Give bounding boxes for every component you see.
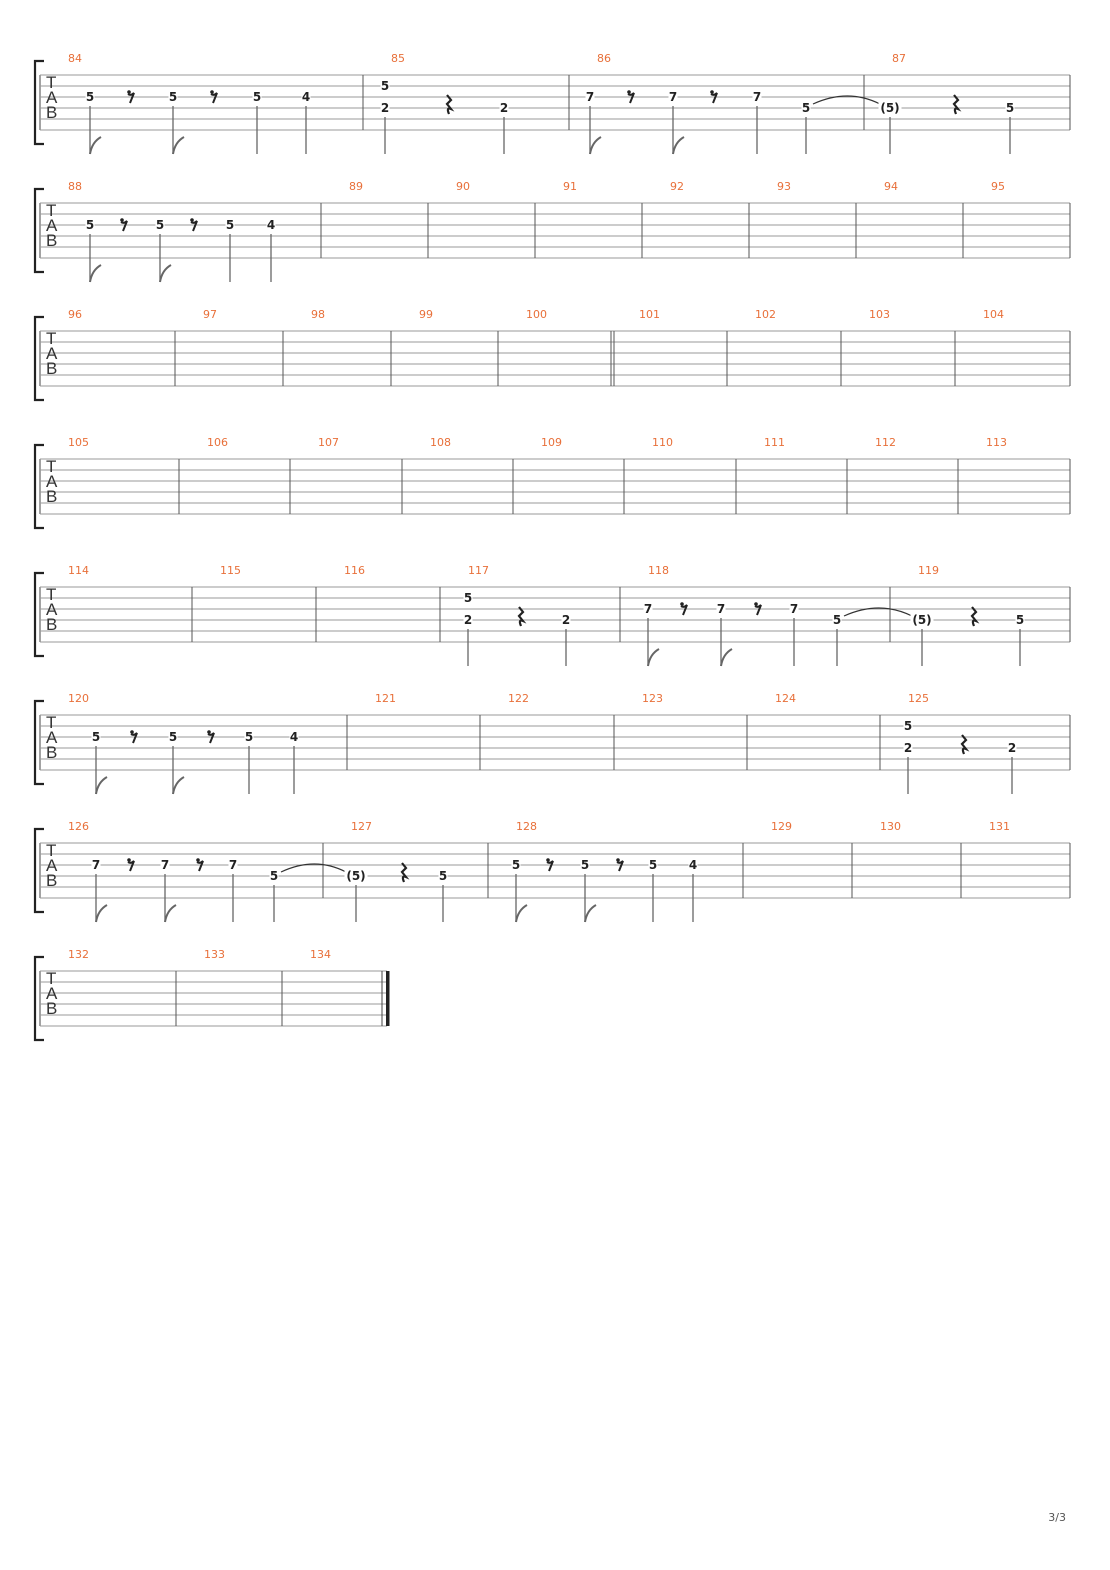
note-flag — [165, 905, 176, 922]
fret-number: 5 — [225, 218, 235, 232]
measure-number: 104 — [983, 308, 1004, 321]
fret-number: 7 — [716, 602, 726, 616]
measure-number: 126 — [68, 820, 89, 833]
measure-number: 134 — [310, 948, 331, 961]
measure-number: 91 — [563, 180, 577, 193]
measure-number: 106 — [207, 436, 228, 449]
eighth-rest — [755, 605, 761, 615]
note-flag — [721, 649, 732, 666]
measure-number: 113 — [986, 436, 1007, 449]
fret-number: (5) — [912, 613, 932, 627]
measure-number: 96 — [68, 308, 82, 321]
eighth-rest-dot — [120, 218, 124, 222]
fret-number: 7 — [643, 602, 653, 616]
fret-number: 2 — [463, 613, 473, 627]
measure-number: 101 — [639, 308, 660, 321]
fret-number: (5) — [880, 101, 900, 115]
measure-number: 116 — [344, 564, 365, 577]
eighth-rest — [131, 733, 137, 743]
measure-number: 88 — [68, 180, 82, 193]
fret-number: 5 — [252, 90, 262, 104]
quarter-rest — [519, 607, 523, 626]
measure-number: 129 — [771, 820, 792, 833]
fret-number: 2 — [380, 101, 390, 115]
eighth-rest — [628, 93, 634, 103]
measure-number: 122 — [508, 692, 529, 705]
note-flag — [585, 905, 596, 922]
eighth-rest-dot — [207, 730, 211, 734]
measure-number: 97 — [203, 308, 217, 321]
eighth-rest-dot — [196, 858, 200, 862]
fret-number: 5 — [1005, 101, 1015, 115]
note-flag — [516, 905, 527, 922]
eighth-rest-dot — [627, 90, 631, 94]
eighth-rest — [547, 861, 553, 871]
fret-number: 5 — [832, 613, 842, 627]
eighth-rest — [211, 93, 217, 103]
tab-clef-letter: A — [46, 600, 58, 619]
fret-number: 5 — [903, 719, 913, 733]
fret-number: 4 — [688, 858, 698, 872]
tab-clef-letter: B — [46, 999, 58, 1018]
measure-number: 111 — [764, 436, 785, 449]
fret-number: 5 — [85, 90, 95, 104]
eighth-rest-dot — [754, 602, 758, 606]
tab-clef-letter: T — [46, 713, 57, 732]
measure-number: 86 — [597, 52, 611, 65]
fret-number: 5 — [511, 858, 521, 872]
fret-number: 7 — [91, 858, 101, 872]
measure-number: 84 — [68, 52, 82, 65]
measure-number: 87 — [892, 52, 906, 65]
measure-number: 125 — [908, 692, 929, 705]
measure-number: 107 — [318, 436, 339, 449]
fret-number: 5 — [168, 90, 178, 104]
measure-number: 133 — [204, 948, 225, 961]
measure-number: 103 — [869, 308, 890, 321]
fret-number: 5 — [648, 858, 658, 872]
fret-number: 5 — [244, 730, 254, 744]
tab-clef-letter: T — [46, 585, 57, 604]
measure-number: 93 — [777, 180, 791, 193]
fret-number: 5 — [168, 730, 178, 744]
fret-number: 5 — [85, 218, 95, 232]
eighth-rest-dot — [127, 90, 131, 94]
eighth-rest-dot — [127, 858, 131, 862]
fret-number: 7 — [752, 90, 762, 104]
tab-clef-letter: A — [46, 472, 58, 491]
note-flag — [673, 137, 684, 154]
fret-number: 2 — [561, 613, 571, 627]
fret-number: 2 — [1007, 741, 1017, 755]
fret-number: 2 — [499, 101, 509, 115]
fret-number: 5 — [91, 730, 101, 744]
tab-clef-letter: B — [46, 231, 58, 250]
quarter-rest — [954, 95, 958, 114]
fret-number: 5 — [269, 869, 279, 883]
measure-number: 92 — [670, 180, 684, 193]
tab-clef-letter: A — [46, 88, 58, 107]
measure-number: 95 — [991, 180, 1005, 193]
measure-number: 94 — [884, 180, 898, 193]
fret-number: 7 — [668, 90, 678, 104]
note-flag — [160, 265, 171, 282]
measure-number: 110 — [652, 436, 673, 449]
note-flag — [173, 777, 184, 794]
measure-number: 105 — [68, 436, 89, 449]
eighth-rest — [121, 221, 127, 231]
measure-number: 98 — [311, 308, 325, 321]
fret-number: 5 — [438, 869, 448, 883]
fret-number: 5 — [380, 79, 390, 93]
tab-clef-letter: A — [46, 856, 58, 875]
fret-number: 5 — [463, 591, 473, 605]
quarter-rest — [447, 95, 451, 114]
eighth-rest — [681, 605, 687, 615]
fret-number: 4 — [289, 730, 299, 744]
measure-number: 85 — [391, 52, 405, 65]
tab-clef-letter: T — [46, 329, 57, 348]
eighth-rest-dot — [130, 730, 134, 734]
measure-number: 90 — [456, 180, 470, 193]
tab-clef-letter: B — [46, 359, 58, 378]
fret-number: 5 — [801, 101, 811, 115]
tab-clef-letter: T — [46, 457, 57, 476]
note-flag — [96, 777, 107, 794]
tab-clef-letter: B — [46, 487, 58, 506]
fret-number: 4 — [266, 218, 276, 232]
measure-number: 121 — [375, 692, 396, 705]
fret-number: 7 — [789, 602, 799, 616]
tab-clef-letter: A — [46, 216, 58, 235]
measure-number: 120 — [68, 692, 89, 705]
eighth-rest-dot — [680, 602, 684, 606]
tab-clef-letter: B — [46, 615, 58, 634]
measure-number: 124 — [775, 692, 796, 705]
measure-number: 131 — [989, 820, 1010, 833]
eighth-rest — [191, 221, 197, 231]
measure-number: 128 — [516, 820, 537, 833]
eighth-rest — [128, 93, 134, 103]
final-barline-thick — [386, 971, 390, 1026]
eighth-rest — [617, 861, 623, 871]
note-flag — [90, 137, 101, 154]
measure-number: 114 — [68, 564, 89, 577]
note-flag — [90, 265, 101, 282]
fret-number: 7 — [160, 858, 170, 872]
tab-clef-letter: T — [46, 969, 57, 988]
note-flag — [590, 137, 601, 154]
fret-number: 7 — [228, 858, 238, 872]
eighth-rest-dot — [190, 218, 194, 222]
quarter-rest — [402, 863, 406, 882]
measure-number: 118 — [648, 564, 669, 577]
tab-clef-letter: B — [46, 103, 58, 122]
tab-clef-letter: A — [46, 984, 58, 1003]
eighth-rest-dot — [616, 858, 620, 862]
tab-clef-letter: B — [46, 871, 58, 890]
measure-number: 89 — [349, 180, 363, 193]
eighth-rest — [208, 733, 214, 743]
measure-number: 132 — [68, 948, 89, 961]
tab-clef-letter: T — [46, 73, 57, 92]
eighth-rest-dot — [710, 90, 714, 94]
tab-clef-letter: T — [46, 841, 57, 860]
tab-clef-letter: A — [46, 728, 58, 747]
measure-number: 130 — [880, 820, 901, 833]
eighth-rest — [197, 861, 203, 871]
tab-clef-letter: A — [46, 344, 58, 363]
measure-number: 99 — [419, 308, 433, 321]
page-number: 3/3 — [1048, 1511, 1066, 1524]
measure-number: 108 — [430, 436, 451, 449]
fret-number: 7 — [585, 90, 595, 104]
note-flag — [173, 137, 184, 154]
note-flag — [96, 905, 107, 922]
eighth-rest — [128, 861, 134, 871]
measure-number: 115 — [220, 564, 241, 577]
measure-number: 117 — [468, 564, 489, 577]
measure-number: 102 — [755, 308, 776, 321]
measure-number: 109 — [541, 436, 562, 449]
fret-number: 2 — [903, 741, 913, 755]
fret-number: 5 — [1015, 613, 1025, 627]
quarter-rest — [962, 735, 966, 754]
measure-number: 127 — [351, 820, 372, 833]
quarter-rest — [972, 607, 976, 626]
measure-number: 112 — [875, 436, 896, 449]
eighth-rest-dot — [210, 90, 214, 94]
fret-number: 5 — [155, 218, 165, 232]
fret-number: 5 — [580, 858, 590, 872]
eighth-rest-dot — [546, 858, 550, 862]
fret-number: (5) — [346, 869, 366, 883]
measure-number: 123 — [642, 692, 663, 705]
measure-number: 119 — [918, 564, 939, 577]
tab-clef-letter: T — [46, 201, 57, 220]
fret-number: 4 — [301, 90, 311, 104]
tab-clef-letter: B — [46, 743, 58, 762]
measure-number: 100 — [526, 308, 547, 321]
note-flag — [648, 649, 659, 666]
eighth-rest — [711, 93, 717, 103]
